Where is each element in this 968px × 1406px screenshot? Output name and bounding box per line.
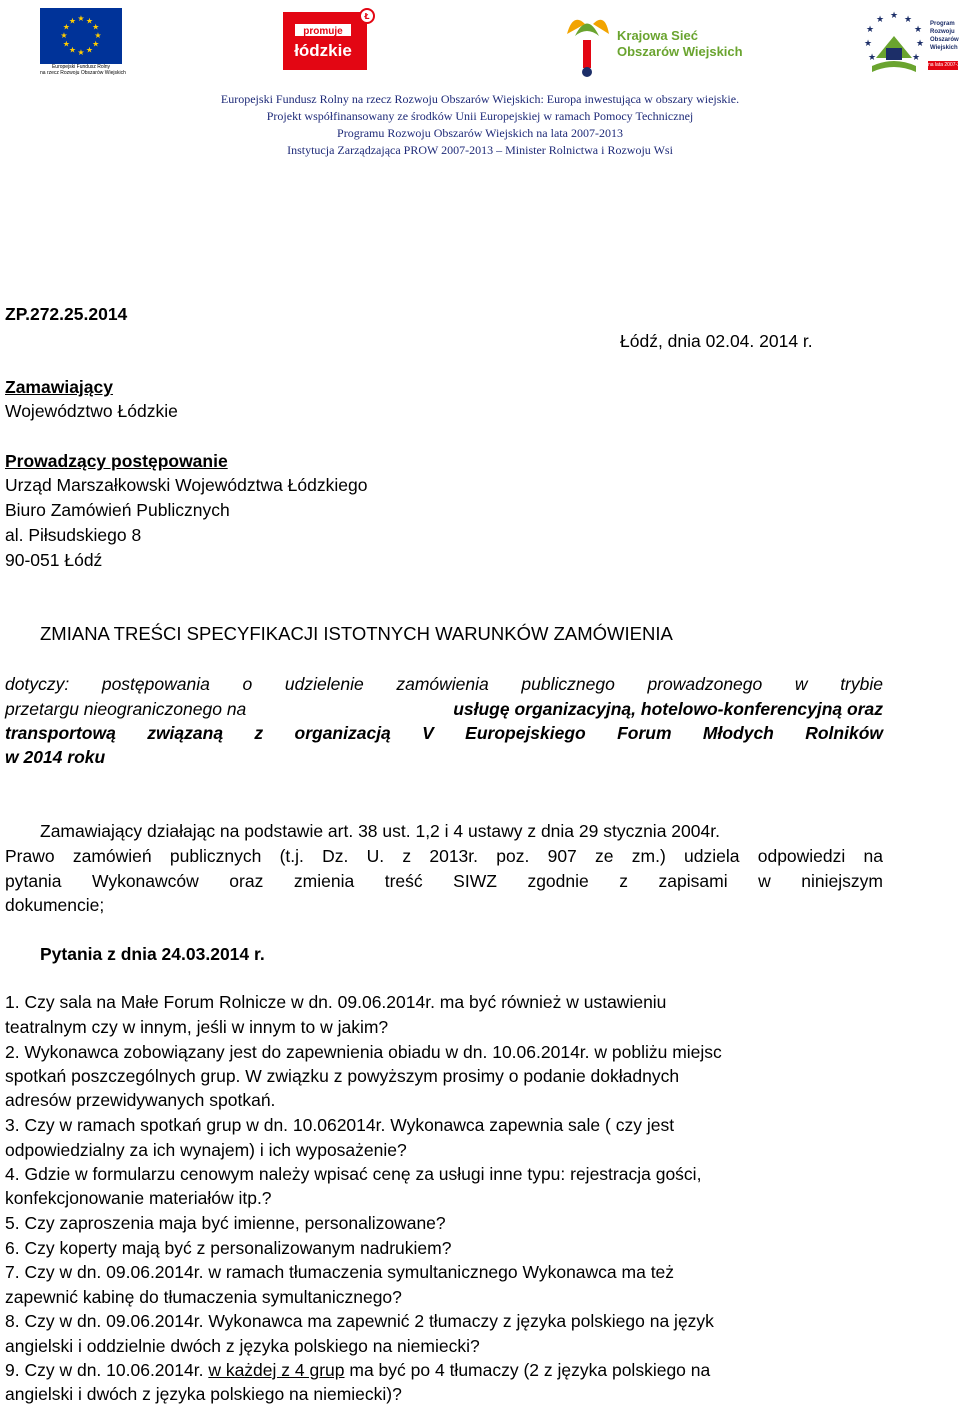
svg-text:promuje: promuje	[303, 26, 343, 37]
conducting-party-line-2: Biuro Zamówień Publicznych	[5, 500, 230, 520]
svg-text:★: ★	[913, 25, 923, 35]
intro-line-1: Zamawiający działając na podstawie art. 38 ust. 1,2 i 4 ustawy z dnia 29 stycznia 2004r.	[40, 821, 720, 841]
question-8-line-1: 8. Czy w dn. 09.06.2014r. Wykonawca ma zapewnić 2 tłumaczy z języka polskiego na język	[5, 1311, 714, 1331]
ksow-logo	[565, 6, 743, 78]
svg-text:★: ★	[889, 11, 899, 21]
question-4-line-1: 4. Gdzie w formularzu cenowym należy wpisać cenę za usługi inne typu: rejestracja gości,	[5, 1164, 702, 1184]
question-7-line-2: zapewnić kabinę do tłumaczenia symultanicznego?	[5, 1287, 402, 1307]
svg-text:★: ★	[62, 22, 70, 32]
question-4-line-2: konfekcjonowanie materiałów itp.?	[5, 1188, 272, 1208]
question-3-line-1: 3. Czy w ramach spotkań grup w dn. 10.062014r. Wykonawca zapewnia sale ( czy jest	[5, 1115, 675, 1135]
conducting-party-line-1: Urząd Marszałkowski Województwa Łódzkiego	[5, 475, 368, 495]
svg-text:★: ★	[94, 31, 102, 40]
header-line-4: Instytucja Zarządzająca PROW 2007-2013 – Minister Rolnictwa i Rozwoju Wsi	[287, 143, 673, 157]
svg-text:★: ★	[77, 14, 85, 23]
svg-text:Obszarów Wiejskich: Obszarów Wiejskich	[617, 44, 743, 59]
questions-heading: Pytania z dnia 24.03.2014 r.	[40, 944, 265, 964]
place-date: Łódź, dnia 02.04. 2014 r.	[620, 331, 813, 351]
prow-logo	[858, 6, 968, 78]
svg-text:łódzkie: łódzkie	[294, 41, 352, 60]
eu-logo	[40, 8, 126, 76]
svg-text:★: ★	[92, 39, 100, 49]
promuje-lodzkie-logo	[283, 8, 375, 72]
svg-text:★: ★	[68, 45, 77, 55]
intro-line-3: pytania Wykonawców oraz zmienia treść SIWZ zgodnie z zapisami w niniejszym	[5, 871, 883, 891]
svg-text:★: ★	[865, 25, 875, 35]
question-3-line-2: odpowiedzialny za ich wynajem) i ich wyposażenie?	[5, 1140, 407, 1160]
svg-text:Krajowa Sieć: Krajowa Sieć	[617, 28, 698, 43]
subject-line-4: w 2014 roku	[5, 747, 106, 767]
question-6: 6. Czy koperty mają być z personalizowanym nadrukiem?	[5, 1238, 452, 1258]
svg-text:★: ★	[77, 48, 85, 57]
eu-logo-caption: Europejski Fundusz Rolny na rzecz Rozwoju Obszarów Wiejskich	[40, 64, 126, 76]
question-2-line-3: adresów przewidywanych spotkań.	[5, 1090, 276, 1110]
subject-line-1: dotyczy: postępowania o udzielenie zamówienia publicznego prowadzonego w trybie	[5, 674, 883, 694]
svg-text:★: ★	[863, 39, 873, 49]
subject-line-2: przetargu nieograniczonego na usługę organizacyjną, hotelowo-konferencyjną oraz	[5, 699, 883, 719]
question-1-line-1: 1. Czy sala na Małe Forum Rolnicze w dn. 09.06.2014r. ma być również w ustawieniu	[5, 992, 667, 1012]
header-line-1: Europejski Fundusz Rolny na rzecz Rozwoju Obszarów Wiejskich: Europa inwestująca w obszary wiejskie.	[220, 92, 740, 106]
svg-text:★: ★	[85, 16, 94, 26]
question-5: 5. Czy zaproszenia maja być imienne, personalizowane?	[5, 1213, 446, 1233]
intro-line-2: Prawo zamówień publicznych (t.j. Dz. U. z 2013r. poz. 907 ze zm.) udziela odpowiedzi na	[5, 846, 883, 866]
question-2-line-2: spotkań poszczególnych grup. W związku z powyższym prosimy o podanie dokładnych	[5, 1066, 680, 1086]
svg-text:★: ★	[92, 22, 100, 32]
question-2-line-1: 2. Wykonawca zobowiązany jest do zapewnienia obiadu w dn. 10.06.2014r. w pobliżu miejsc	[5, 1042, 722, 1062]
conducting-party-line-3: al. Piłsudskiego 8	[5, 525, 142, 545]
header-line-2: Projekt współfinansowany ze środków Unii Europejskiej w ramach Pomocy Technicznej	[266, 109, 694, 123]
question-7-line-1: 7. Czy w dn. 09.06.2014r. w ramach tłumaczenia symultanicznego Wykonawca ma też	[5, 1262, 675, 1282]
conducting-party-line-4: 90-051 Łódź	[5, 550, 103, 570]
svg-text:★: ★	[60, 31, 68, 40]
question-9-line-1: 9. Czy w dn. 10.06.2014r. w każdej z 4 grup ma być po 4 tłumaczy (2 z języka polskiego na	[5, 1360, 711, 1380]
prow-years-badge: na lata 2007-2013	[928, 62, 968, 68]
subject-line-3: transportową związaną z organizacją V Europejskiego Forum Młodych Rolników	[5, 723, 883, 743]
question-8-line-2: angielski i oddzielnie dwóch z języka polskiego na niemiecki?	[5, 1336, 480, 1356]
svg-text:★: ★	[85, 45, 94, 55]
conducting-party-label: Prowadzący postępowanie	[5, 451, 228, 471]
reference-number: ZP.272.25.2014	[5, 304, 128, 324]
svg-text:Ł: Ł	[364, 12, 370, 21]
intro-line-4: dokumencie;	[5, 895, 105, 915]
document-title: ZMIANA TREŚCI SPECYFIKACJI ISTOTNYCH WARUNKÓW ZAMÓWIENIA	[40, 623, 673, 644]
svg-text:★: ★	[867, 53, 877, 63]
ordering-party-label: Zamawiający	[5, 377, 113, 397]
eu-flag-icon	[40, 8, 122, 64]
svg-text:★: ★	[62, 39, 70, 49]
header-line-3: Programu Rozwoju Obszarów Wiejskich na lata 2007-2013	[337, 126, 623, 140]
prow-logo-text: Program Rozwoju Obszarów Wiejskich	[930, 21, 959, 51]
question-9-line-2: angielski i dwóch z języka polskiego na niemiecki)?	[5, 1384, 402, 1404]
svg-text:★: ★	[915, 39, 925, 49]
svg-text:★: ★	[911, 53, 921, 63]
svg-text:★: ★	[875, 15, 885, 25]
svg-text:★: ★	[68, 16, 77, 26]
question-1-line-2: teatralnym czy w innym, jeśli w innym to w jakim?	[5, 1017, 389, 1037]
svg-text:★: ★	[903, 15, 913, 25]
ordering-party-name: Województwo Łódzkie	[5, 401, 178, 421]
